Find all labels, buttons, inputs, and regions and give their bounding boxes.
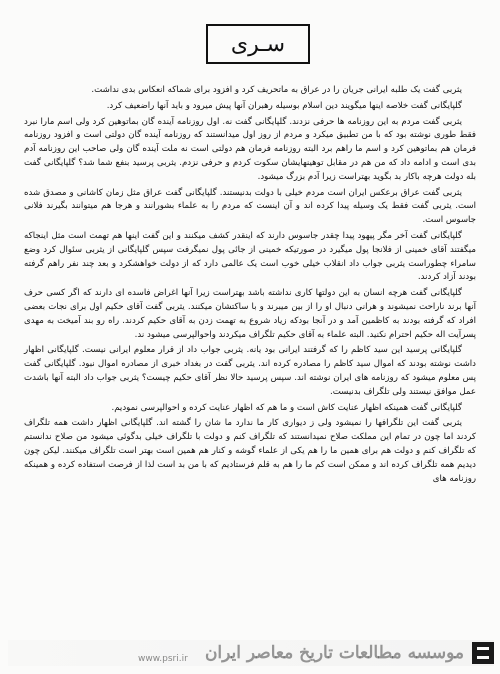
paragraph: یثربی گفت مردم به این روزنامه ها حرفی نزدند. گلپایگانی گفت نه. اول روزنامه آینده گان بماتوهین کرد ولی اسم مارا نبرد فقط طوری نوشته بود که با من تطبیق میکرد و مردم از روز اول میدانستند که روزنامه آینده گان دولتی است و افزود روزنامه فرمان هم بماتوهین کرد و اسم ما راهم برد البته روزنامه فرمان هم دولتی است نه ملت آینده گان ولی صاحب این روزنامه آدم بدی است و ادامه داد که من هم در مقابل توهینهایشان سکوت کردم و حرفی نزدم. یثربی پرسید بنفع شما شد؟ گلپایگانی گفت بله دولت هرچه باکار بد بگوید بهتراست زیرا آدم بزرگ میشود. (24, 116, 476, 182)
document-title: سـری (206, 24, 310, 64)
watermark-url: www.psri.ir (138, 654, 188, 664)
institute-logo-icon (472, 642, 494, 664)
watermark-text: موسسه مطالعات تاریخ معاصر ایران (204, 643, 464, 663)
paragraph: گلپایگانی گفت هرچه انسان به این دولتها کاری نداشته باشد بهتراست زیرا آنها اغراض فاسده ای دارند که اگر کسی حرف آنها برند ناراحت نمیشوند و هرانی دنبال او را از بین میبرند و با ساکتشان میکنند. یثربی گفت آقای حکیم اول برای نجات بعضی افراد که گرفته بودند به کاظمین آمد و در آنجا بودکه زیاد شروع به تهمت زدن به آقای حکیم کردند. راه رو بند آمیخت به مهدی پسرآیت اله حکیم احترام نکنید. البته علماء به آقای حکیم تلگراف میکردند واحوالپرسی میشود ند. (24, 288, 476, 340)
paragraph: یثربی گفت این تلگرافها را نمیشود ولی ز دیواری کار ما ندارد ما شان را گشته اند. گلپایگانی اظهار داشت همه تلگراف کردند اما چون در تمام این مملکت صلاح نمیدانستند که تلگراف کنم و دولت با تلگراف خیلی بدگوئی میشود من صلاح ندانستم که تلگراف کنم و دولت هم برای همین ما را هم یکی از علماء گوشه و کنار هم همین است بهتر است تلگراف میکنند. لیکن چون دیدیم همه تلگراف کرده اند و ممکن است کم ما را هم به قلم فرستادیم که با من بد است لذا از فرصت استفاده کرده و همینکه روزنامه های (24, 418, 476, 484)
paragraph: گلپایگانی گفت آخر مگر پیهود پیدا چقدر جاسوس دارند که اینقدر کشف میکنند و این گفت اینها هم تهمت است مثل اینجاکه میگفتند آقای خمینی از فلانجا پول میگیرد در صورتیکه خمینی از جائی پول نمیگرفت سپس گلپایگانی از یثربی سئوال کرد وضع سامراء چطوراست یثربی جواب داد انقلاب خیلی خوب است یک عالمی دارد که از دولت خواهشکرد و بعد چند نفر راهم گرفته بودند آزاد کردند. (24, 230, 476, 283)
paragraph: گلپایگانی پرسید این سید کاظم را که گرفتند ایرانی بود یانه. یثربی جواب داد از قرار معلوم ایرانی نیست. گلپایگانی اظهار داشت نوشته بودند که اموال سید کاظم را مصادره کرده اند. یثربی گفت در بغداد خبری از مصادره اموال نبود. گلپایگانی گفت پس معلوم میشود که روزنامه های ایران نوشته اند. سپس پرسید حالا نظر آقای حکیم چیست؟ یثربی جواب داد البته آنها باشدت عمل موافق نیستند ولی تلگراف بدنیست. (24, 345, 476, 397)
paragraph: گلپایگانی گفت خلاصه اینها میگویند دین اسلام بوسیله رهبران آنها پیش میرود و باید آنها راضعیف کرد. (106, 100, 462, 111)
paragraph: گلپایگانی گفت همینکه اظهار عنایت کاش است و ما هم که اظهار عنایت کرده و احوالپرسی نمودیم. (111, 402, 462, 413)
institute-watermark (8, 640, 494, 666)
paragraph: یثربی گفت عراق برعکس ایران است مردم خیلی با دولت بدنیستند. گلپایگانی گفت عراق مثل زمان کاشانی و مصدق شده است. یثربی گفت فقط یک وسیله پیدا کرده اند و آن اینست که مردم را به علماء بشورانند و هرجا هم میتوانند بگیرند فلانی جاسوس است. (24, 187, 476, 226)
paragraph: یثربی گفت یک طلبه ایرانی جریان را در عراق به ماتحریف کرد و افزود برای شماکه انعکاس بدی نداشت. (91, 85, 462, 95)
document-body (24, 84, 476, 488)
